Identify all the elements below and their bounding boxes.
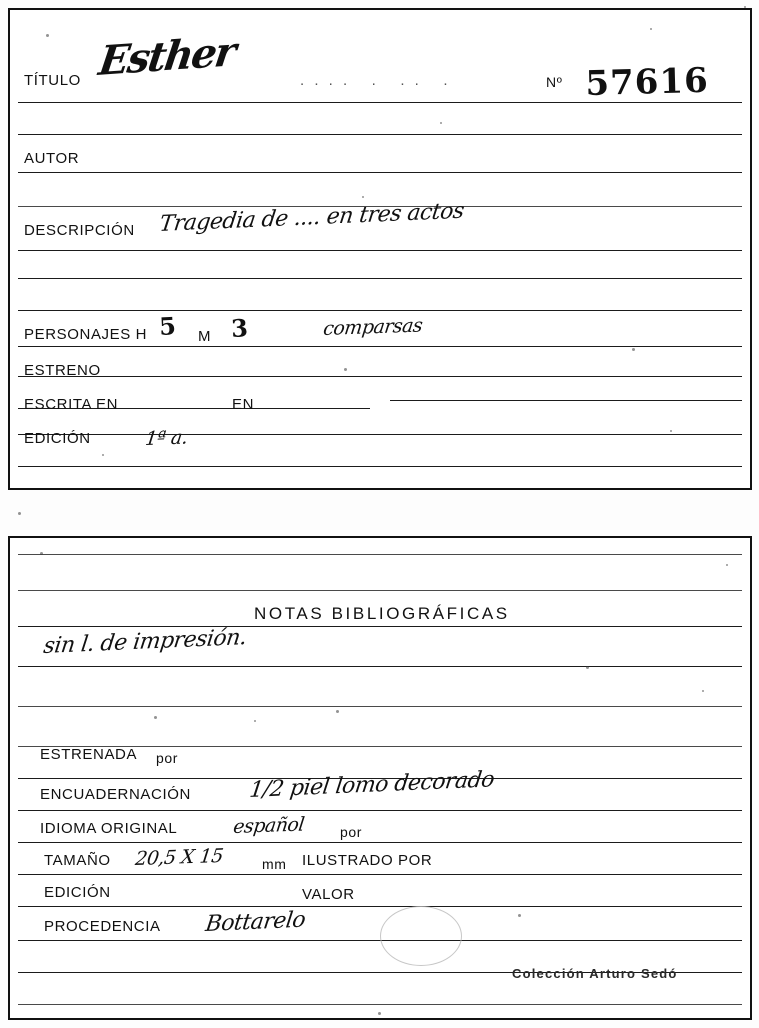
scan-speck xyxy=(102,454,104,456)
label-escrita-en: ESCRITA EN xyxy=(24,396,119,413)
rule-line xyxy=(18,310,742,311)
label-estrenada: ESTRENADA xyxy=(40,746,138,763)
handwriting-edicion: 1ª a. xyxy=(144,426,189,450)
label-titulo: TÍTULO xyxy=(24,72,81,89)
scan-speck xyxy=(336,710,339,713)
handwriting-idioma: español xyxy=(232,813,306,838)
rule-line xyxy=(18,278,742,279)
label-personajes-h: PERSONAJES H xyxy=(24,326,148,343)
scan-speck xyxy=(744,6,746,8)
handwriting-tamano: 20,5 X 15 xyxy=(134,844,225,870)
scan-speck xyxy=(670,430,672,432)
scan-speck xyxy=(46,34,49,37)
scan-speck xyxy=(702,690,704,692)
label-numero: Nº xyxy=(546,74,563,90)
scan-speck xyxy=(18,512,21,515)
label-estreno: ESTRENO xyxy=(24,362,101,379)
handwriting-personajes-h: 5 xyxy=(158,311,177,341)
scan-speck xyxy=(254,720,256,722)
scan-speck xyxy=(518,914,521,917)
handwriting-descripcion: Tragedia de .... en tres actos xyxy=(158,198,466,237)
rule-line xyxy=(18,134,742,135)
notas-bibliograficas-heading: NOTAS BIBLIOGRÁFICAS xyxy=(254,604,510,623)
rule-line xyxy=(18,466,742,467)
handwriting-procedencia: Bottarelo xyxy=(204,907,307,937)
rule-line xyxy=(390,400,742,401)
label-ilustrado-por: ILUSTRADO POR xyxy=(302,852,433,869)
rule-line xyxy=(18,906,742,907)
label-idioma-por: por xyxy=(340,824,363,840)
coleccion-footer: Colección Arturo Sedó xyxy=(512,966,678,981)
label-encuadernacion: ENCUADERNACIÓN xyxy=(40,786,191,803)
handwriting-encuadernacion: 1/2 piel lomo decorado xyxy=(248,767,496,803)
scan-speck xyxy=(440,122,442,124)
scan-speck xyxy=(650,28,652,30)
rule-line xyxy=(18,590,742,591)
rule-line xyxy=(18,842,742,843)
label-valor: VALOR xyxy=(302,886,355,903)
handwriting-nota: sin l. de impresión. xyxy=(42,624,248,659)
label-descripcion: DESCRIPCIÓN xyxy=(24,222,135,239)
rule-line xyxy=(18,874,742,875)
label-personajes-m: M xyxy=(198,328,212,345)
rule-line xyxy=(18,810,742,811)
rule-line xyxy=(18,172,742,173)
label-idioma-original: IDIOMA ORIGINAL xyxy=(40,820,178,837)
title-dots: . . . . . . . . xyxy=(300,72,465,89)
rule-line xyxy=(18,706,742,707)
scan-speck xyxy=(378,1012,381,1015)
scan-speck xyxy=(154,716,157,719)
scan-speck xyxy=(344,368,347,371)
handwriting-title: Esther xyxy=(96,27,238,85)
label-edicion-bottom: EDICIÓN xyxy=(44,884,111,901)
handwriting-number: 57616 xyxy=(584,60,710,104)
rule-line xyxy=(18,626,742,627)
scan-speck xyxy=(726,564,728,566)
label-en: EN xyxy=(232,396,255,413)
scan-speck xyxy=(586,666,589,669)
scan-speck xyxy=(632,348,635,351)
label-procedencia: PROCEDENCIA xyxy=(44,918,161,935)
rule-line xyxy=(18,666,742,667)
scan-speck xyxy=(40,552,43,555)
rule-line xyxy=(18,434,742,435)
scan-speck xyxy=(362,196,364,198)
label-tamano: TAMAÑO xyxy=(44,852,111,869)
rule-line xyxy=(18,376,742,377)
rule-line xyxy=(18,250,742,251)
handwriting-personajes-m: 3 xyxy=(230,313,249,343)
stain-mark xyxy=(380,906,462,966)
handwriting-comparsas: comparsas xyxy=(322,314,424,340)
catalog-card-front xyxy=(8,8,752,490)
label-tamano-mm: mm xyxy=(262,856,287,872)
label-autor: AUTOR xyxy=(24,150,80,167)
rule-line xyxy=(18,346,742,347)
rule-line xyxy=(18,1004,742,1005)
label-edicion: EDICIÓN xyxy=(24,430,91,447)
label-estrenada-por: por xyxy=(156,750,179,766)
rule-line xyxy=(18,554,742,555)
catalog-card-back xyxy=(8,536,752,1020)
